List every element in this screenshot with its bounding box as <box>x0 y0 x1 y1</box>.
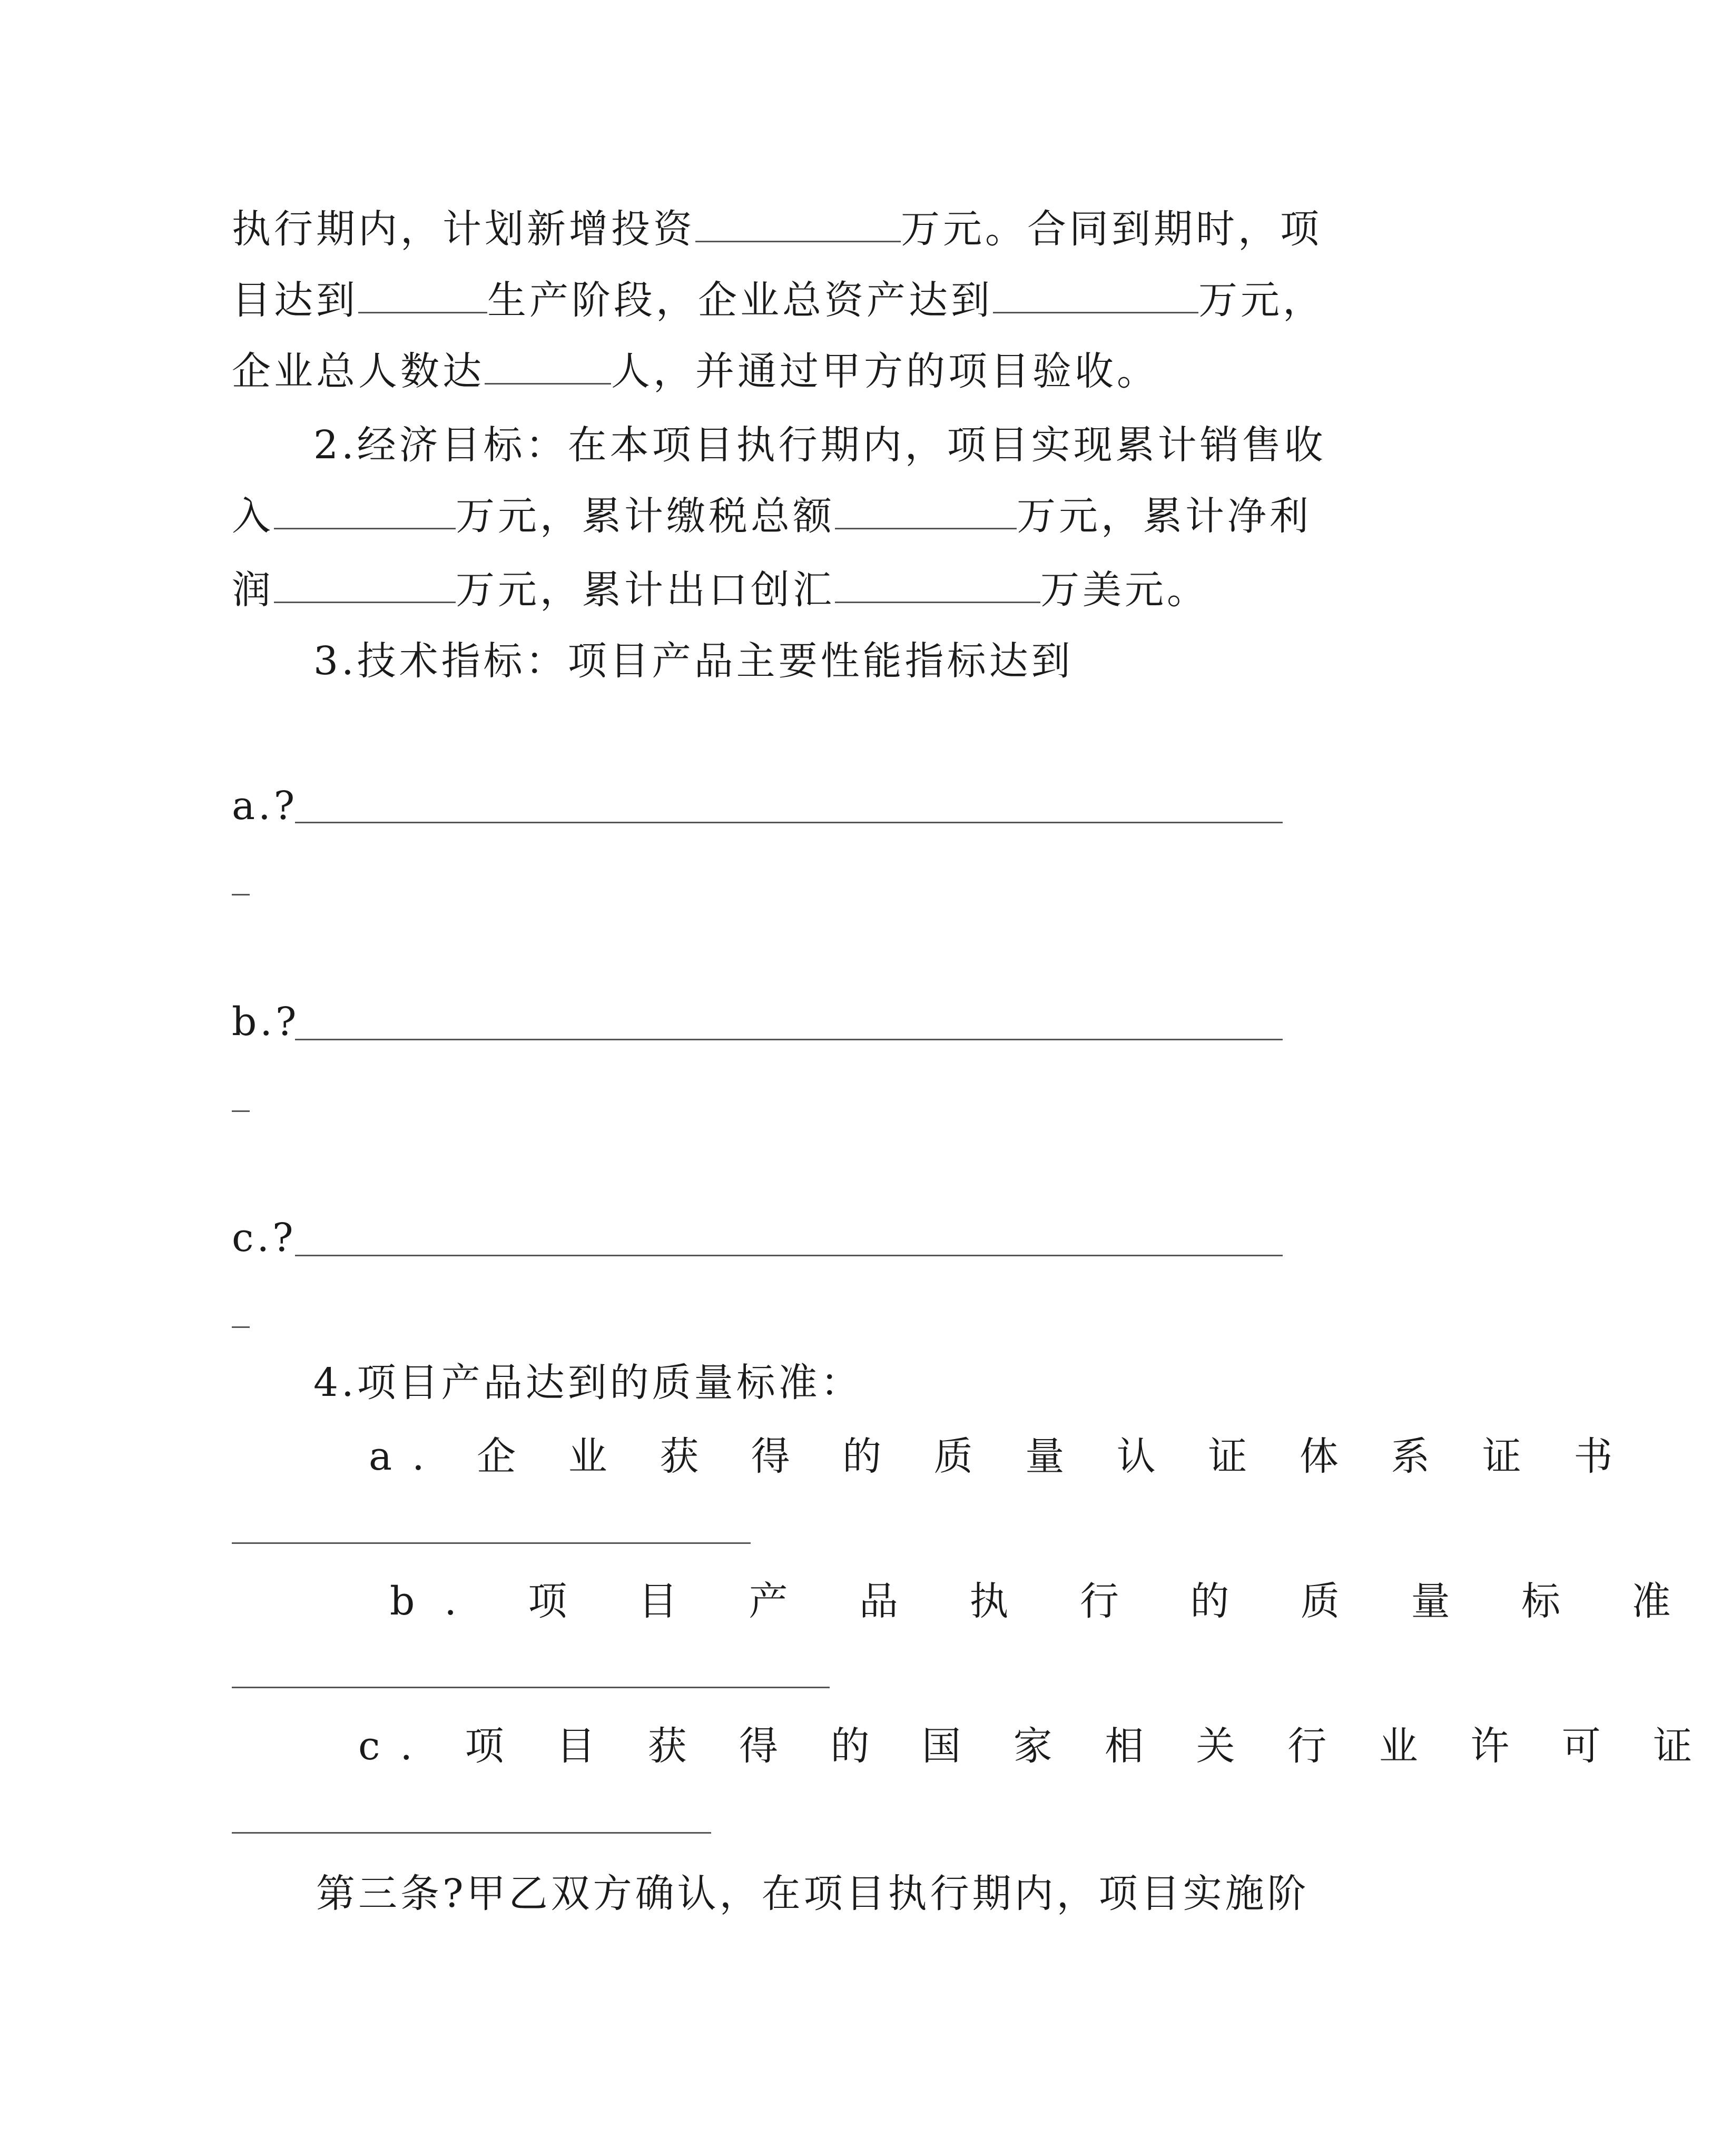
text-line <box>232 564 1209 616</box>
quality-item-c <box>358 1720 1712 1773</box>
paragraph-economic-goals <box>313 419 1326 471</box>
item-label: a.? <box>232 783 298 829</box>
technical-item-c <box>232 1212 297 1264</box>
fill-line-quality-b[interactable] <box>232 1687 830 1688</box>
text-segment: 万元， <box>1198 278 1325 323</box>
fill-line-continuation <box>232 894 250 895</box>
fill-line-quality-c[interactable] <box>232 1832 711 1834</box>
text-segment: c. 项 目 获 得 的 国 家 相 关 行 业 许 可 证 <box>358 1724 1712 1769</box>
text-segment: 万美元。 <box>1040 567 1209 613</box>
article-three <box>316 1867 1310 1920</box>
text-segment: 执行期内，计划新增投资 <box>232 206 695 252</box>
fill-line-item-a[interactable] <box>295 822 1283 823</box>
text-segment: 入 <box>232 494 274 539</box>
fill-line-item-c[interactable] <box>295 1255 1283 1256</box>
fill-blank-tax-total[interactable] <box>835 495 1017 529</box>
text-segment: 3.技术指标：项目产品主要性能指标达到 <box>313 638 1074 684</box>
text-segment: 生产阶段，企业总资产达到 <box>487 278 993 323</box>
text-segment: 企业总人数达 <box>232 349 485 394</box>
text-line <box>232 203 1322 255</box>
technical-item-a <box>232 780 298 832</box>
fill-blank-headcount[interactable] <box>485 350 611 385</box>
fill-line-continuation <box>232 1326 250 1328</box>
fill-blank-new-investment[interactable] <box>695 208 901 242</box>
text-segment: 第三条?甲乙双方确认，在项目执行期内，项目实施阶 <box>316 1871 1310 1916</box>
item-label: c.? <box>232 1215 297 1261</box>
fill-blank-total-assets[interactable] <box>993 279 1198 313</box>
fill-blank-sales-revenue[interactable] <box>274 495 456 529</box>
text-segment: 万元，累计出口创汇 <box>456 567 835 613</box>
fill-line-quality-a[interactable] <box>232 1542 751 1544</box>
quality-item-a <box>369 1430 1633 1483</box>
text-segment: 万元，累计缴税总额 <box>456 494 835 539</box>
text-segment: a. 企 业 获 得 的 质 量 认 证 体 系 证 书 <box>369 1434 1633 1479</box>
text-segment: 人，并通过甲方的项目验收。 <box>611 349 1159 394</box>
quality-item-b <box>390 1575 1700 1628</box>
text-segment: 4.项目产品达到的质量标准： <box>313 1360 863 1405</box>
text-segment: 目达到 <box>232 278 358 323</box>
fill-blank-export-earnings[interactable] <box>835 569 1040 603</box>
text-segment: 万元，累计净利 <box>1017 494 1312 539</box>
fill-line-continuation <box>232 1110 250 1112</box>
fill-line-item-b[interactable] <box>295 1039 1283 1040</box>
text-segment: 2.经济目标：在本项目执行期内，项目实现累计销售收 <box>313 422 1326 468</box>
text-line <box>232 490 1312 543</box>
text-segment: 万元。合同到期时，项 <box>901 206 1322 252</box>
paragraph-technical-indicators <box>313 635 1074 687</box>
paragraph-quality-standards <box>313 1356 863 1409</box>
item-label: b.? <box>232 999 300 1045</box>
text-segment: b. 项 目 产 品 执 行 的 质 量 标 准 <box>390 1579 1700 1624</box>
technical-item-b <box>232 996 300 1048</box>
fill-blank-net-profit[interactable] <box>274 569 456 603</box>
text-segment: 润 <box>232 567 274 613</box>
fill-blank-production-stage[interactable] <box>358 279 487 313</box>
text-line <box>232 274 1325 327</box>
text-line <box>232 345 1159 398</box>
